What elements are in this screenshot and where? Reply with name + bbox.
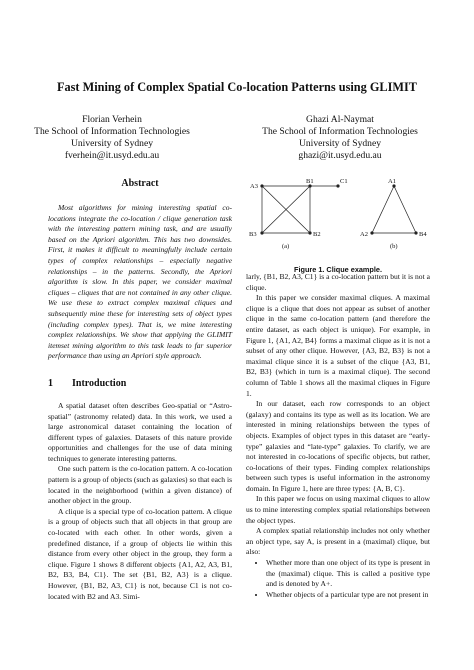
clique-diagram [246, 178, 430, 260]
intro-paragraph: One such pattern is the co-location pattern. A co-location pattern is a group of objects (such as galaxies) so that each is located in the neighborhood (within a given distance) of another object in the group. [48, 464, 233, 506]
panel-a-label: (a) [282, 243, 290, 250]
figure-1 [246, 178, 430, 274]
section-heading [48, 378, 232, 389]
author-2-email: ghazi@it.usyd.edu.au [298, 150, 382, 161]
panel-a-edges [262, 186, 338, 233]
bullet-list [246, 558, 430, 600]
author-1-email: fverhein@it.usyd.edu.au [64, 150, 160, 161]
node-b2 [308, 231, 311, 234]
author-1-name: Florian Verhein [82, 114, 142, 125]
node-a2 [370, 231, 373, 234]
panel-b-edges [372, 186, 416, 233]
body-paragraph: In this paper we focus on using maximal cliques to allow us to mine interesting complex spatial relationships between the object types. [246, 494, 430, 525]
body-paragraph: In our dataset, each row corresponds to an object (galaxy) and contains its type as well as its location. We are interested in mining relationships between the types of objects. Examples of object types in this dataset are “early-type” galaxies and “late-type” galaxies. To clarify, we are not interested in co-locations of specific objects, but rather, co-locations of their types. Finding complex relationships between such types is useful information in the astronomy domain. In Figure 1, here are three types: {A, B, C}. [246, 399, 430, 493]
author-2-university: University of Sydney [298, 138, 382, 149]
label-b2: B2 [313, 231, 321, 238]
abstract-heading: Abstract [121, 178, 159, 189]
label-b3: B3 [249, 231, 257, 238]
label-a3: A3 [250, 183, 258, 190]
bullet-item: • Whether objects of a particular type are not present in [266, 590, 430, 601]
label-a2: A2 [360, 231, 368, 238]
paper-title: Fast Mining of Complex Spatial Co-location Patterns using GLIMIT [56, 80, 418, 94]
panel-b-label: (b) [390, 243, 398, 250]
label-b1: B1 [306, 178, 314, 185]
author-1-university: University of Sydney [70, 138, 154, 149]
author-1-affiliation: The School of Information Technologies [34, 126, 190, 137]
author-2-block [235, 114, 445, 162]
abstract-text: Most algorithms for mining interesting spatial co-locations integrate the co-location / clique generation task with the interesting pattern mining task, and are usually based on the Apriori algorithm. This has two downsides. First, it makes it difficult to meaningfully include certain types of complex relationships – especially negative relationships – in the patterns. Secondly, the Apriori algorithm is slow. In this paper, we consider maximal cliques – cliques that are not contained in any other clique. We use these to extract complex maximal cliques and subsequently mine these for interesting sets of object types (including complex types). That is, we mine interesting complex relationships. We show that applying the GLIMIT itemset mining algorithm to this task leads to far superior performance than using an Apriori style approach. [48, 203, 232, 361]
node-a3 [260, 184, 263, 187]
author-2-affiliation: The School of Information Technologies [262, 126, 418, 137]
body-paragraph: In this paper we consider maximal cliques. A maximal clique is a clique that does not appear as subset of another clique in the same co-location pattern (and therefore the entire dataset, as each object is unique). For example, in Figure 1, {A1, A2, B4} forms a maximal clique as it is not a subset of any other clique. However, {A3, B2, B3} is not a maximal clique since it is a subset of the clique {A3, B1, B2, B3} (which in turn is a maximal clique). The second column of Table 1 shows all the maximal cliques in Figure 1. [246, 293, 430, 398]
label-a1: A1 [388, 178, 396, 185]
intro-paragraph: A clique is a special type of co-location pattern. A clique is a group of objects such that all objects in that group are co-located with each other. In other words, given a predefined distance, if a group of objects lie within this distance from every other object in the group, they form a clique. Figure 1 shows 8 different objects {A1, A2, A3, B1, B2, B3, B4, C1}. The set {B1, B2, A3} is a clique. However, {B1, B2, A3, C1} is not, because C1 is not co-located with B2 and A3. Simi- [48, 506, 232, 601]
section-number: 1 [48, 377, 53, 389]
left-column [48, 178, 232, 602]
label-c1: C1 [340, 178, 348, 185]
body-paragraph: larly, {B1, B2, A3, C1} is a co-location pattern but it is not a clique. [246, 272, 430, 292]
panel-b-nodes [370, 184, 417, 234]
node-b3 [260, 231, 263, 234]
node-b4 [414, 231, 417, 234]
right-column [246, 272, 430, 600]
bullet-item: • Whether more than one object of its type is present in the (maximal) clique. This is called a positive type and is denoted by A+. [266, 558, 430, 590]
intro-paragraph: A spatial dataset often describes Geo-spatial or “Astro-spatial” (astronomy related) data. In this work, we used a large astronomical dataset containing the location of different types of galaxies. Datasets of this nature provide opportunities and challenges for the use of data mining techniques to generate interesting patterns. [48, 400, 232, 463]
label-b4: B4 [419, 231, 427, 238]
figure-caption: Figure 1. Clique example. [294, 265, 382, 274]
author-2-name: Ghazi Al-Naymat [306, 114, 374, 125]
panel-a-nodes [260, 184, 339, 234]
author-1-block [7, 114, 217, 162]
body-paragraph: A complex spatial relationship includes not only whether an object type, say A, is present in a (maximal) clique, but also: [246, 526, 430, 557]
section-title: Introduction [72, 377, 127, 389]
